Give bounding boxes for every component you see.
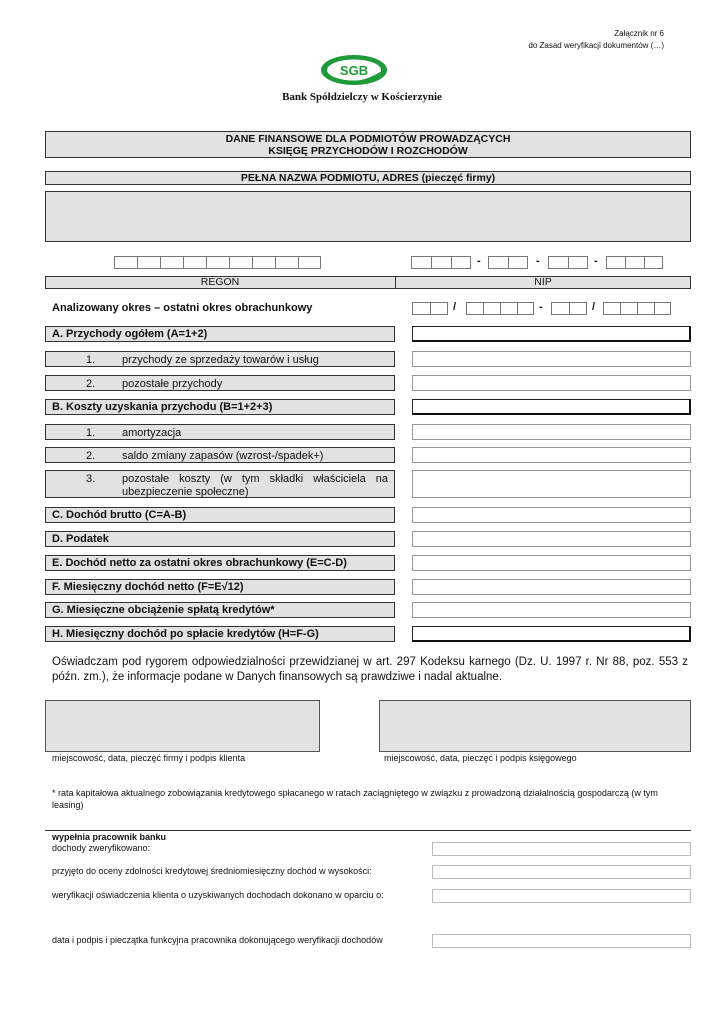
period-separator-2: -: [539, 301, 543, 313]
row-a2: [45, 375, 395, 391]
attachment-note: [528, 28, 664, 52]
employee-signature-label: data i podpis i pieczątka funkcyjna pracownika dokonującego weryfikacji dochodów: [52, 935, 383, 945]
client-signature-box[interactable]: [45, 700, 320, 752]
form-title: [45, 131, 691, 158]
row-a2-label: pozostałe przychody: [122, 378, 223, 390]
row-b3-number: 3.: [86, 473, 96, 485]
row-a2-value[interactable]: [412, 375, 691, 391]
row-b1-number: 1.: [86, 427, 96, 439]
row-e-label: E. Dochód netto za ostatni okres obrachunkowy (E=C-D): [45, 555, 395, 571]
logo-text: SGB: [339, 63, 369, 78]
accountant-signature-caption: miejscowość, data, pieczęć i podpis księgowego: [384, 753, 577, 763]
nip-cells-1[interactable]: [411, 256, 471, 269]
row-h-label: H. Miesięczny dochód po spłacie kredytów (H=F-G): [45, 626, 395, 642]
verified-field[interactable]: [432, 842, 691, 856]
row-a1: [45, 351, 395, 367]
declaration-text: Oświadczam pod rygorem odpowiedzialności przewidzianej w art. 297 Kodeksu karnego (Dz. U. 1997 r. Nr 88, poz. 553 z późn. zm.), że informacje podane w Danych finansowych są prawdziwe i nadal aktualne.: [52, 656, 688, 683]
row-b2: [45, 447, 395, 463]
nip-separator-1: -: [477, 255, 481, 267]
form-title-line1: DANE FINANSOWE DLA PODMIOTÓW PROWADZĄCYCH: [225, 133, 511, 145]
row-d-value[interactable]: [412, 531, 691, 547]
period-separator-1: /: [453, 301, 457, 313]
row-a-label: A. Przychody ogółem (A=1+2): [45, 326, 395, 342]
accountant-signature-box[interactable]: [379, 700, 691, 752]
bank-section-divider: [45, 830, 691, 831]
verification-basis-label: weryfikacji oświadczenia klienta o uzyskiwanych dochodach dokonano w oparciu o:: [52, 890, 384, 900]
nip-cells-3[interactable]: [548, 256, 588, 269]
verification-basis-field[interactable]: [432, 889, 691, 903]
period-label: Analizowany okres – ostatni okres obrachunkowy: [52, 302, 313, 314]
nip-separator-3: -: [594, 255, 598, 267]
row-b2-label: saldo zmiany zapasów (wzrost-/spadek+): [122, 450, 324, 462]
row-b3: [45, 470, 395, 498]
sgb-logo: [318, 52, 390, 88]
row-b3-label: pozostałe koszty (w tym składki właściciela na ubezpieczenie społeczne): [122, 473, 388, 498]
row-e-value[interactable]: [412, 555, 691, 571]
row-a2-number: 2.: [86, 378, 96, 390]
period-cells-3[interactable]: [551, 302, 587, 315]
period-cells-2[interactable]: [466, 302, 534, 315]
row-a-value[interactable]: [412, 326, 691, 342]
entity-name-field[interactable]: [45, 191, 691, 242]
row-b-label: B. Koszty uzyskania przychodu (B=1+2+3): [45, 399, 395, 415]
client-signature-caption: miejscowość, data, pieczęć firmy i podpis klienta: [52, 753, 246, 763]
bank-name: Bank Spółdzielczy w Kościerzynie: [282, 91, 442, 103]
nip-label: NIP: [534, 276, 552, 288]
regon-cells[interactable]: [114, 256, 321, 269]
nip-cells-4[interactable]: [606, 256, 663, 269]
row-f-label: F. Miesięczny dochód netto (F=E√12): [45, 579, 395, 595]
accepted-income-label: przyjęto do oceny zdolności kredytowej średniomiesięczny dochód w wysokości:: [52, 866, 372, 876]
footnote: * rata kapitałowa aktualnego zobowiązania kredytowego spłacanego w ratach zaciągniętego w związku z prowadzoną działalnością gospodarczą (w tym leasing): [52, 788, 658, 810]
row-b1-label: amortyzacja: [122, 427, 182, 439]
row-h-value[interactable]: [412, 626, 691, 642]
accepted-income-field[interactable]: [432, 865, 691, 879]
regon-label: REGON: [200, 276, 240, 288]
row-b-value[interactable]: [412, 399, 691, 415]
row-g-value[interactable]: [412, 602, 691, 618]
row-a1-value[interactable]: [412, 351, 691, 367]
row-c-value[interactable]: [412, 507, 691, 523]
verified-label: dochody zweryfikowano:: [52, 843, 151, 853]
nip-separator-2: -: [536, 255, 540, 267]
row-g-label: G. Miesięczne obciążenie spłatą kredytów*: [45, 602, 395, 618]
form-title-line2: KSIĘGĘ PRZYCHODÓW I ROZCHODÓW: [268, 145, 468, 157]
row-b3-value[interactable]: [412, 470, 691, 498]
row-a1-label: przychody ze sprzedaży towarów i usług: [122, 354, 319, 366]
nip-cells-2[interactable]: [488, 256, 528, 269]
row-b1-value[interactable]: [412, 424, 691, 440]
employee-signature-field[interactable]: [432, 934, 691, 948]
attachment-line1: Załącznik nr 6: [614, 29, 664, 38]
entity-heading: PEŁNA NAZWA PODMIOTU, ADRES (pieczęć firmy): [45, 171, 691, 185]
row-b1: [45, 424, 395, 440]
period-separator-3: /: [592, 301, 596, 313]
row-b2-value[interactable]: [412, 447, 691, 463]
row-c-label: C. Dochód brutto (C=A-B): [45, 507, 395, 523]
row-b2-number: 2.: [86, 450, 96, 462]
period-cells-1[interactable]: [412, 302, 448, 315]
row-f-value[interactable]: [412, 579, 691, 595]
period-cells-4[interactable]: [603, 302, 671, 315]
row-a1-number: 1.: [86, 354, 96, 366]
row-d-label: D. Podatek: [45, 531, 395, 547]
bank-section-heading: wypełnia pracownik banku: [52, 832, 167, 842]
attachment-line2: do Zasad weryfikacji dokumentów (…): [528, 41, 664, 50]
